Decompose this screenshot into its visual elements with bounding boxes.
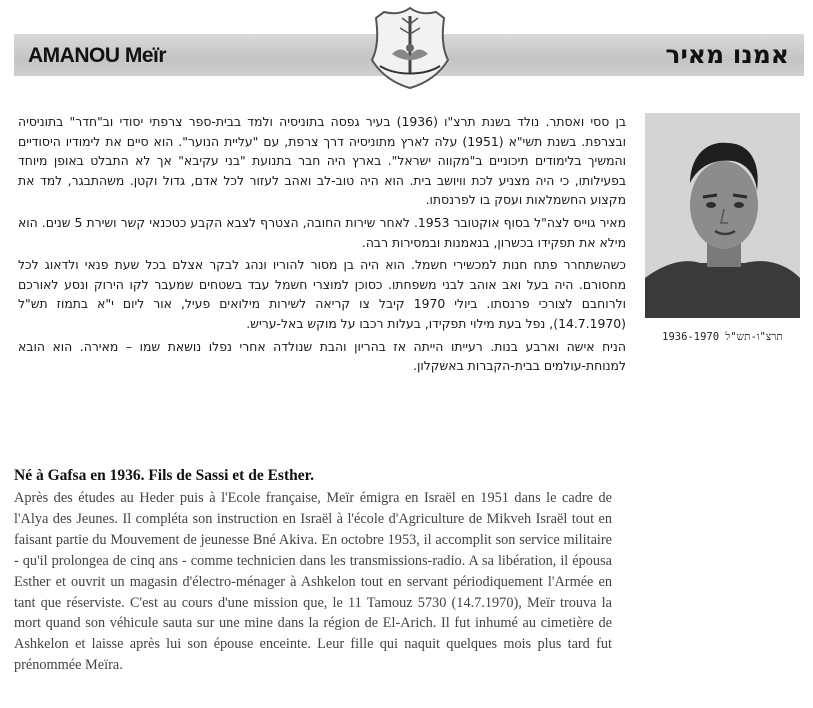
hebrew-paragraph: מאיר גוייס לצה"ל בסוף אוקטובר 1953. לאחר שירות החובה, הצטרף לצבא הקבע כטכנאי קשר ושירת 5 שנים. הוא מילא את תפקידו בכשרון, בנאמנות ובמסירות רבה.: [18, 214, 626, 250]
hebrew-paragraph: הניח אישה וארבע בנות. רעייתו הייתה אז בהריון והבת שנולדה אחרי נפלו נושאת שמו – מאירה. הוא הובא למנוחת-עולמים בבית-הקברות באשקלון.: [18, 338, 626, 374]
name-he: אמנו מאיר: [665, 40, 789, 69]
french-biography: Après des études au Heder puis à l'Ecole française, Meïr émigra en Israël en 1951 dans le cadre de l'Alya des Jeunes. Il compléta son instruction en Israël à l'école d'Agriculture de Mikveh Israël tout en faisant partie du Mouvement de jeunesse Bné Akiva. En octobre 1953, il accomplit son service militaire - qu'il prolongea de cinq ans - comme technicien dans les transmissions-radio. A sa libération, il épousa Esther et ouvrit un magasin d'électro-ménager à Ashkelon tout en servant périodiquement l'Armée en tant que réserviste. C'est au cours d'une mission que, le 11 Tamouz 5730 (14.7.1970), Meïr trouva la mort quand son véhicule sauta sur une mine dans la région de El-Arich. Il fut inhumé au cimetière de Ashkelon et laisse après lui son épouse enceinte. Leur fille qui naquit quelques mois plus tard fut prénommée Meïra.: [14, 490, 612, 674]
photo-caption: תרצ"ו-תש"ל 1936-1970: [662, 331, 783, 343]
portrait-photo: [645, 113, 800, 318]
hebrew-biography: [18, 112, 626, 379]
idf-emblem-icon: [362, 4, 458, 90]
hebrew-paragraph: כשהשתחרר פתח חנות למכשירי חשמל. הוא היה בן מסור להוריו ונהג לבקר אצלם בכל שעת פנאי ולדאוג לכל מחסורם. היה בעל ואב אוהב לבני משפחתו. כסוכן למוצרי חשמל עבד בשטחים שמעבר לקו הירוק ונסע לאורכם ולרוחבם לצורכי פרנסתו. ביולי 1970 קיבל צו קריאה לשירות מילואים פעיל, אור ליום י"א בתמוז תש"ל (14.7.1970), נפל בעת מילוי תפקידו, בעלות רכבו על מוקש באל-עריש.: [18, 257, 626, 331]
hebrew-paragraph: בן ססי ואסתר. נולד בשנת תרצ"ו (1936) בעיר גפסה בתוניסיה ולמד בבית-ספר צרפתי יסודי וב"חדר" בתוניסיה ובצרפת. בשנת תשי"א (1951) עלה לארץ מתוניסיה דרך צרפת, עם "עליית הנוער". הוא סיים את לימודיו היסודיים והמשיך בלימודים תיכוניים ב"מקווה ישראל". בארץ היה חבר בתנועת "בני עקיבא" אך לא התבלט באופן מיוחד בפעילותו, כי היה מצניע לכת וויושב בית. הוא היה טוב-לב ואהב לעזור לכל אדם, גדול וקטן. משהתבגר, למד את מקצוע החשמלאות ועסק בו לפרנסתו.: [18, 114, 626, 208]
name-fr: AMANOU Meïr: [28, 44, 167, 67]
portrait-image: [645, 113, 800, 318]
french-heading: Né à Gafsa en 1936. Fils de Sassi et de Esther.: [14, 467, 314, 484]
